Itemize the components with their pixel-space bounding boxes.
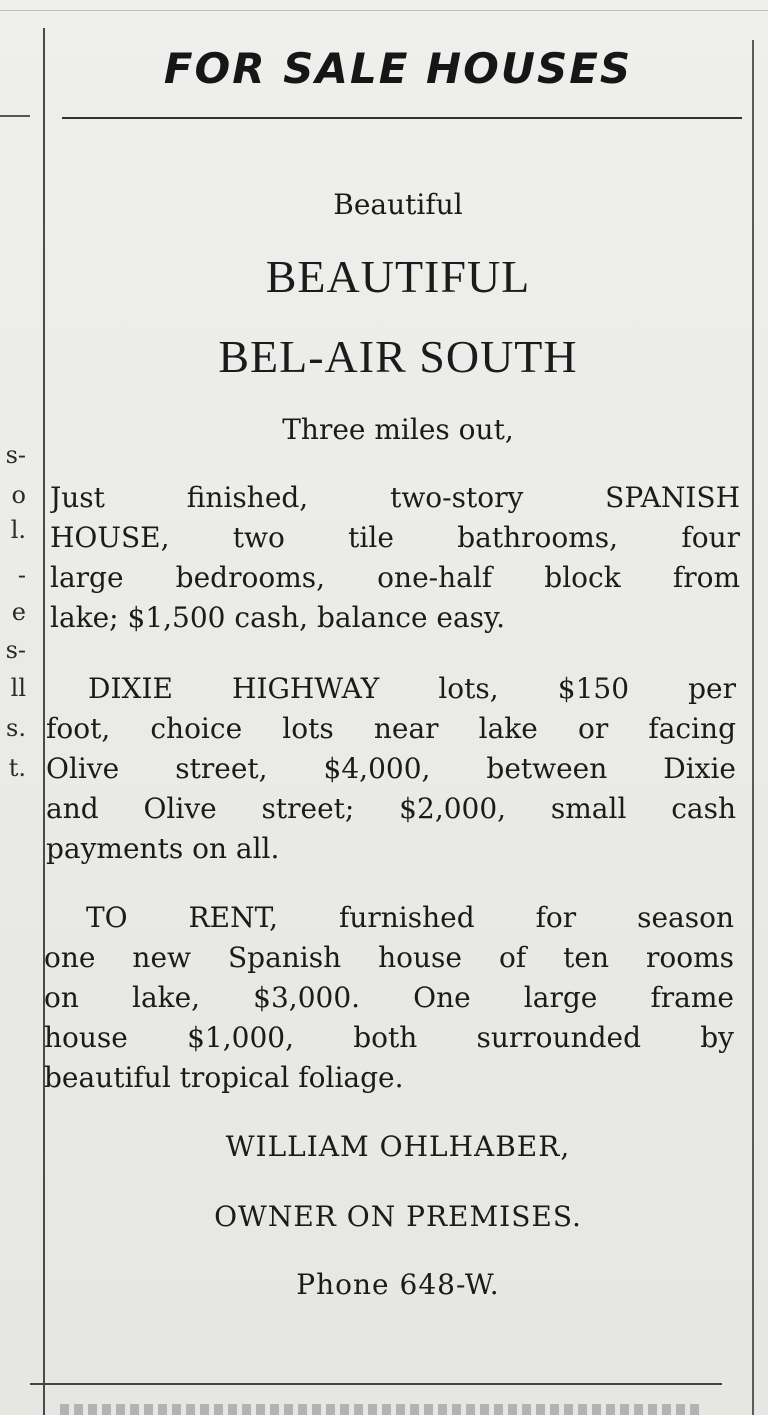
left-column-fragment: ll xyxy=(10,674,26,702)
ad-headline-1: BEAUTIFUL xyxy=(265,251,531,302)
left-column-fragment: l. xyxy=(10,516,26,544)
left-column-fragment: t. xyxy=(8,754,26,782)
paragraph-line: on lake, $3,000. One large frame xyxy=(44,981,734,1014)
ad-kicker: Beautiful xyxy=(333,188,463,221)
paragraph-line: DIXIE HIGHWAY lots, $150 per xyxy=(88,672,736,705)
left-column-fragment: - xyxy=(17,561,26,589)
ad-headline-2: BEL-AIR SOUTH xyxy=(218,331,578,382)
left-column-fragment: s- xyxy=(5,441,26,469)
paragraph-line: lake; $1,500 cash, balance easy. xyxy=(50,601,506,634)
left-column-fragment: s- xyxy=(5,636,26,664)
column-divider-right xyxy=(752,40,754,1415)
left-column-fragment: o xyxy=(11,481,26,509)
ad-subhead: Three miles out, xyxy=(282,413,514,446)
paragraph-line: beautiful tropical foliage. xyxy=(44,1061,404,1094)
cropped-next-ad xyxy=(60,1404,700,1415)
paragraph-lots xyxy=(46,669,736,869)
paragraph-line: Just finished, two-story SPANISH xyxy=(50,481,740,514)
paragraph-line: HOUSE, two tile bathrooms, four xyxy=(50,521,740,554)
paragraph-line: house $1,000, both surrounded by xyxy=(44,1021,734,1054)
left-column-fragment: s. xyxy=(6,714,26,742)
paragraph-line: large bedrooms, one-half block from xyxy=(50,561,740,594)
paragraph-line: payments on all. xyxy=(46,832,280,865)
left-column-fragment: e xyxy=(11,598,26,626)
paragraph-house xyxy=(50,478,740,638)
top-border-rule xyxy=(0,10,768,11)
left-column-rule xyxy=(0,115,30,117)
signature-title: OWNER ON PREMISES. xyxy=(214,1200,582,1233)
bottom-rule xyxy=(30,1383,722,1385)
paragraph-line: foot, choice lots near lake or facing xyxy=(46,712,736,745)
phone-number: Phone 648-W. xyxy=(296,1268,500,1301)
paragraph-line: Olive street, $4,000, between Dixie xyxy=(46,752,736,785)
header-rule xyxy=(62,117,742,119)
paragraph-line: one new Spanish house of ten rooms xyxy=(44,941,734,974)
paragraph-line: TO RENT, furnished for season xyxy=(86,901,734,934)
signature-name: WILLIAM OHLHABER, xyxy=(225,1130,571,1163)
paragraph-rent xyxy=(44,898,734,1098)
section-header: FOR SALE HOUSES xyxy=(163,44,633,93)
paragraph-line: and Olive street; $2,000, small cash xyxy=(46,792,736,825)
